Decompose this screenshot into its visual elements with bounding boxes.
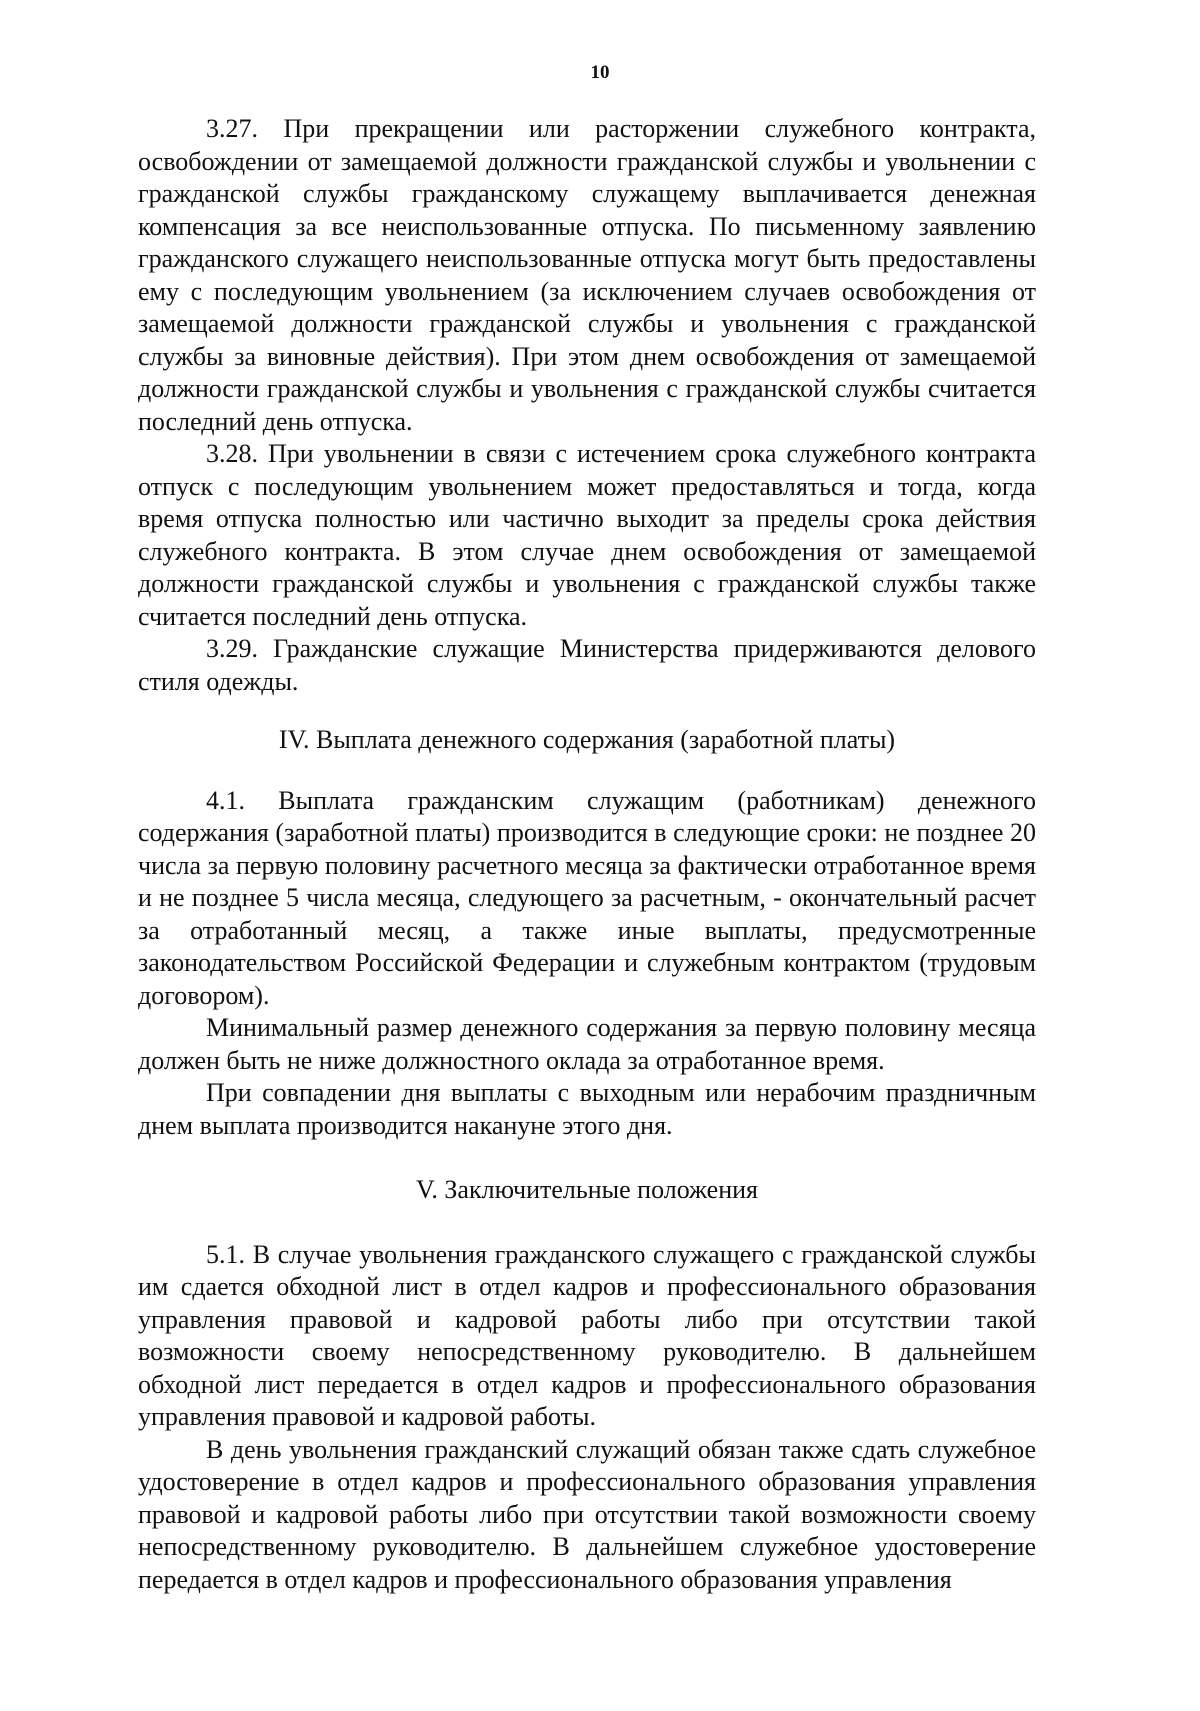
paragraph-3-29: 3.29. Гражданские служащие Министерства придерживаются делового стиля одежды. [138, 634, 1036, 696]
paragraph-4-1: 4.1. Выплата гражданским служащим (работникам) денежного содержания (заработной платы) производится в следующие сроки: не позднее 20 числа за первую половину расчетного месяца за фактически отработанное время и не позднее 5 числа месяца, следующего за расчетным, - окончательный расчет за отработанный месяц, а также иные выплаты, предусмотренные законодательством Российской Федерации и служебным контрактом (трудовым договором). [138, 785, 1036, 1010]
section-heading-v: V. Заключительные положения [415, 1175, 759, 1204]
document-body [138, 113, 1036, 1596]
paragraph-5-1-certificate: В день увольнения гражданский служащий обязан также сдать служебное удостоверение в отдел кадров и профессионального образования управления правовой и кадровой работы либо при отсутствии такой возможности своему непосредственному руководителю. В дальнейшем служебное удостоверение передается в отдел кадров и профессионального образования управления [138, 1434, 1036, 1594]
paragraph-3-27: 3.27. При прекращении или расторжении служебного контракта, освобождении от замещаемой должности гражданской службы и увольнении с гражданской службы гражданскому служащему выплачивается денежная компенсация за все неиспользованные отпуска. По письменному заявлению гражданского служащего неиспользованные отпуска могут быть предоставлены ему с последующим увольнением (за исключением случаев освобождения от замещаемой должности гражданской службы и увольнения с гражданской службы за виновные действия). При этом днем освобождения от замещаемой должности гражданской службы и увольнения с гражданской службы считается последний день отпуска. [138, 114, 1036, 436]
page-number: 10 [590, 62, 610, 83]
paragraph-4-1-minimum: Минимальный размер денежного содержания за первую половину месяца должен быть не ниже должностного оклада за отработанное время. [138, 1013, 1036, 1075]
section-heading-iv: IV. Выплата денежного содержания (заработной платы) [278, 725, 896, 754]
spacer [138, 1207, 1036, 1239]
paragraph-5-1: 5.1. В случае увольнения гражданского служащего с гражданской службы им сдается обходной лист в отдел кадров и профессионального образования управления правовой и кадровой работы либо при отсутствии такой возможности своему непосредственному руководителю. В дальнейшем обходной лист передается в отдел кадров и профессионального образования управления правовой и кадровой работы. [138, 1239, 1036, 1431]
paragraph-4-1-holiday: При совпадении дня выплаты с выходным или нерабочим праздничным днем выплата производится накануне этого дня. [138, 1078, 1036, 1140]
spacer [138, 698, 1036, 724]
spacer [138, 757, 1036, 785]
paragraph-3-28: 3.28. При увольнении в связи с истечением срока служебного контракта отпуск с последующим увольнением может предоставляться и тогда, когда время отпуска полностью или частично выходит за пределы срока действия служебного контракта. В этом случае днем освобождения от замещаемой должности гражданской службы и увольнения с гражданской службы также считается последний день отпуска. [138, 439, 1036, 631]
spacer [138, 1142, 1036, 1174]
